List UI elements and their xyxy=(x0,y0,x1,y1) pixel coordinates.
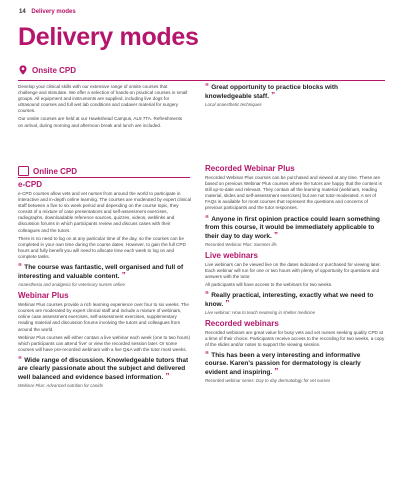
live-webinars-paragraph: Live webinars can be viewed live on the dates indicated or purchased for viewing later. Each webinar will run for one or two hours with plenty of opportunity for questions and answers with the tutor. xyxy=(205,261,381,279)
webinar-plus-quote-attribution: Webinar Plus: Advanced nutrition for canids xyxy=(18,382,103,388)
live-webinars-quote-attribution: Live webinar: How to teach neutering in shelter medicine xyxy=(205,310,316,316)
webinar-plus-paragraph: Webinar Plus courses will either contain a live webinar each week (one to two hours) which participants can attend 'live' or view the recorded session later. Or some courses will have pre-recorded webinars with a live Q&A with the tutor most weeks. xyxy=(18,334,191,352)
recorded-webinars-paragraph: Recorded webinars are great value for busy vets and vet nurses seeking quality CPD at a time of their choice. Participants receive access to the recording for two weeks, a copy of the slides and/or notes to support the viewing session. xyxy=(205,330,385,348)
open-quote-icon: “ xyxy=(18,354,25,364)
onsite-paragraph: Our onsite courses are held at our Hawkshead Campus, AL9 7TA. Refreshments on arrival, during morning and afternoon break and lunch are included. xyxy=(18,116,183,128)
ecpd-paragraph: e-CPD courses allow vets and vet nurses from around the world to participate in interactive and in-depth online learning. The courses are moderated by expert clinical staff between a five to six week period and depending on the course topic, they consist of a mixture of case presentations and self-assessment exercises, radiographs, downloadable reference sources, quizzes, videos, weblinks and discussion forums in which participants review and discuss cases with their colleagues and the tutors. xyxy=(18,191,192,233)
running-head xyxy=(19,9,76,15)
recorded-webinar-plus-quote-attribution: Recorded Webinar Plus: Summer ills xyxy=(205,241,277,247)
webinar-plus-paragraph: Webinar Plus courses provide a rich learning experience over four to six weeks. The courses are moderated by expert clinical staff and include a mixture of webinars, online case assessment exercises, self-assessment exercises, supplementary reading material and discussion forums involving the tutors and colleagues from around the world. xyxy=(18,302,189,332)
open-quote-icon: “ xyxy=(18,262,25,272)
close-quote-icon: ” xyxy=(272,367,279,377)
webinar-plus-quote: “ Wide range of discussion. Knowledgeable tutors that are clearly passionate about the subject and delivered well balanced and evidence based information. ” xyxy=(18,354,189,381)
right-column xyxy=(205,162,385,388)
page-title: Delivery modes xyxy=(18,23,199,51)
recorded-webinars-quote-attribution: Recorded webinar series: Day to day dermatology for vet nurses xyxy=(205,378,331,384)
onsite-quote: “ Great opportunity to practice blocks with knowledgeable staff. ” xyxy=(205,82,339,100)
map-pin-icon xyxy=(18,65,28,75)
live-webinars-heading: Live webinars xyxy=(205,250,258,260)
recorded-webinars-quote: “ This has been a very interesting and informative course. Karen's passion for dermatology is clearly evident and inspiring. ” xyxy=(205,350,361,377)
page-number: 14 xyxy=(19,9,26,15)
running-head-section: Delivery modes xyxy=(31,9,76,15)
open-quote-icon: “ xyxy=(205,82,212,91)
close-quote-icon: ” xyxy=(163,371,170,381)
close-quote-icon: ” xyxy=(223,299,230,309)
onsite-quote-attribution: Local anaesthetic techniques xyxy=(205,102,262,107)
onsite-heading-label: Onsite CPD xyxy=(32,65,77,75)
ecpd-quote-attribution: Anaesthesia and analgesia for veterinary nurses online xyxy=(18,282,125,288)
close-quote-icon: ” xyxy=(119,271,126,281)
open-quote-icon: “ xyxy=(205,290,212,300)
onsite-heading xyxy=(18,65,76,75)
close-quote-icon: ” xyxy=(271,230,279,240)
close-quote-icon: ” xyxy=(268,91,276,100)
webinar-plus-heading: Webinar Plus xyxy=(18,291,69,301)
open-quote-icon: “ xyxy=(205,350,212,360)
online-column xyxy=(18,178,192,392)
recorded-webinar-plus-paragraph: Recorded Webinar Plus courses can be purchased and viewed at any time. These are based on previous Webinar Plus courses where the tutors are happy that the content is still up-to-date and relevant. They contain all the learning material (webinars, reading material, slides and self-assessment exercises) but are not tutor-moderated. A set of FAQs is available for most courses that represent the questions and concerns of previous participants and the tutor responses. xyxy=(205,175,382,211)
onsite-body xyxy=(18,84,188,131)
ecpd-paragraph: There is no need to log on at any particular time of the day, so the courses can be completed in your own time during the course dates. However, to gain the full CPD hours and fully benefit you will need to allocate time each week to log on and complete tasks. xyxy=(18,235,186,259)
live-webinars-quote: “ Really practical, interesting, exactly what we need to know. ” xyxy=(205,290,374,309)
monitor-icon xyxy=(18,166,29,176)
onsite-quote-block xyxy=(205,80,385,111)
recorded-webinar-plus-quote: “ Anyone in first opinion practice could learn something from this course, it would be immediately applicable to their day to day work. ” xyxy=(205,213,380,240)
recorded-webinars-heading: Recorded webinars xyxy=(205,319,279,329)
online-heading xyxy=(18,166,77,176)
open-quote-icon: “ xyxy=(205,213,212,223)
live-webinars-paragraph: All participants will have access to the webinars for two weeks. xyxy=(205,281,333,287)
recorded-webinar-plus-heading: Recorded Webinar Plus xyxy=(205,164,295,173)
onsite-paragraph: Develop your clinical skills with our extensive range of onsite courses that challenge and stimulate. We offer a selection of hands-on practical courses in small groups. All equipment and instruments are supplied, including live dogs for ultrasound courses and full wet lab conditions and cadaver material for surgery courses. xyxy=(18,84,188,114)
online-heading-label: Online CPD xyxy=(33,166,78,176)
ecpd-quote: “ The course was fantastic, well organised and full of interesting and valuable content. ” xyxy=(18,262,184,281)
ecpd-heading: e-CPD xyxy=(18,180,43,189)
